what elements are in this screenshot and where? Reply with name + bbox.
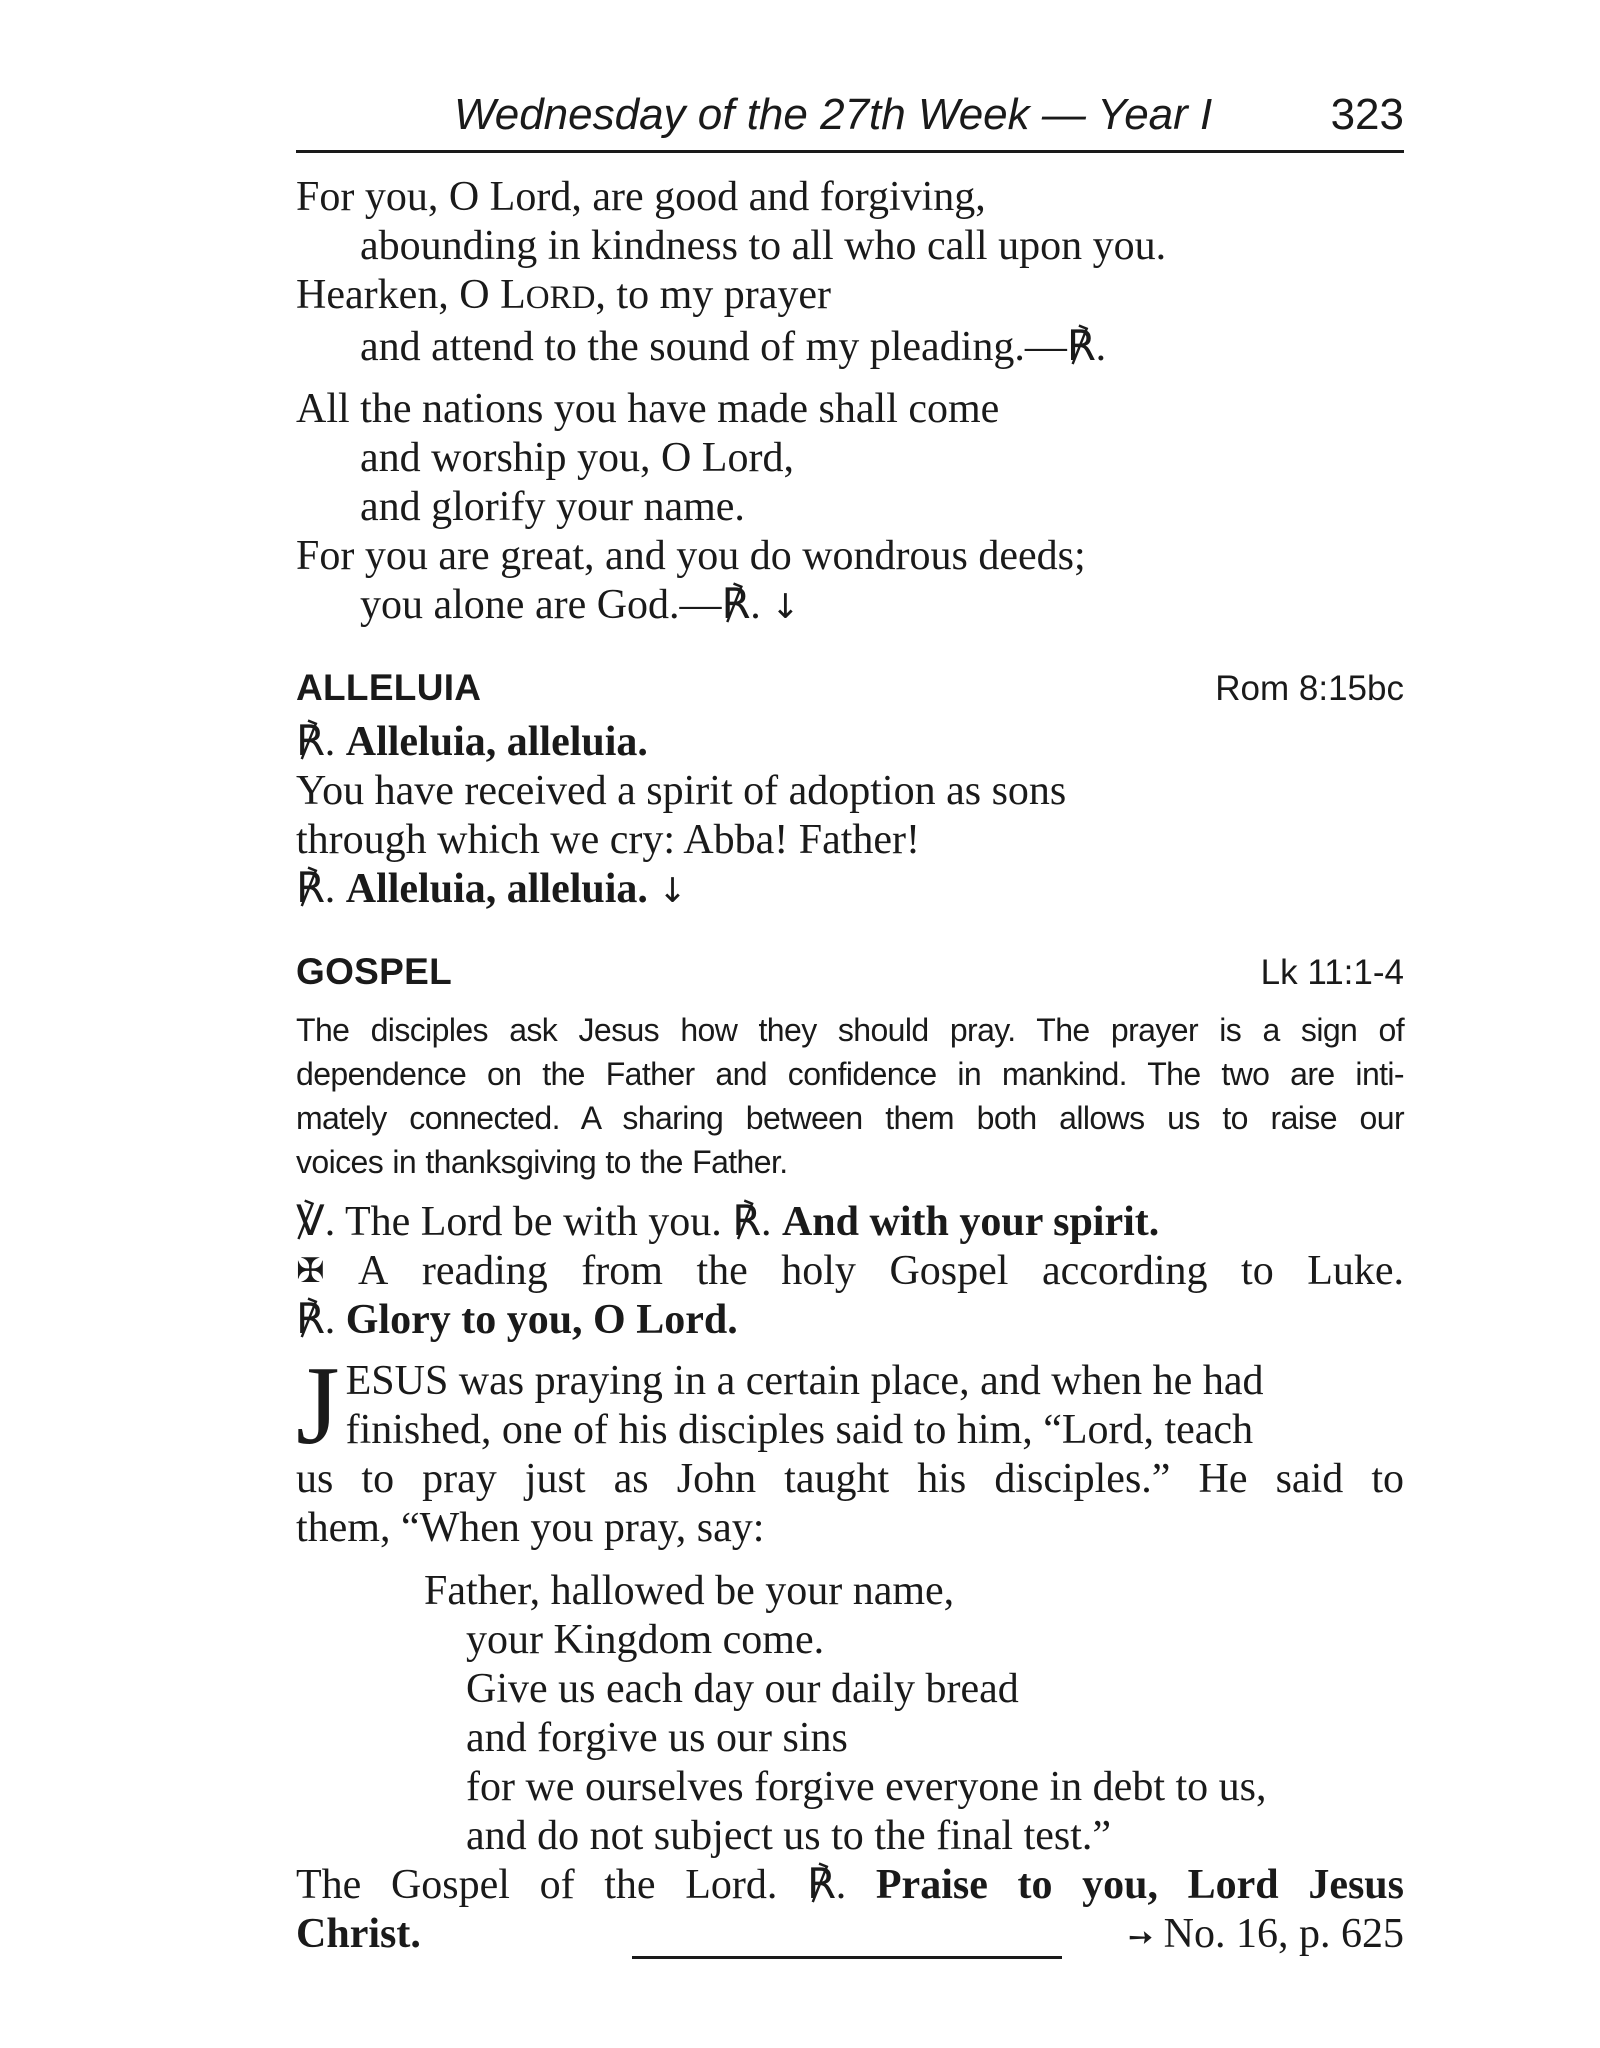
prayer-line: and forgive us our sins	[466, 1715, 848, 1761]
word: Luke.	[1307, 1248, 1404, 1294]
word: the	[696, 1248, 748, 1294]
refrain-text: Alleluia, alleluia.	[345, 719, 648, 765]
psalm-line: and glorify your name.	[360, 484, 745, 530]
gospel-text: finished, one of his disciples said to him, “Lord, teach	[345, 1407, 1254, 1453]
intro-line: mately connected. A sharing between them both allows us to raise our	[296, 1100, 1404, 1136]
versicle-symbol: ℣.	[296, 1199, 336, 1245]
gospel-heading	[296, 942, 1404, 1002]
alleluia-refrain	[296, 718, 1404, 767]
lords-prayer	[296, 1567, 1404, 1861]
response-symbol: ℟.	[296, 866, 336, 912]
refrain-text: Alleluia, alleluia.	[345, 866, 648, 912]
intro-line: The disciples ask Jesus how they should pray. The prayer is a sign of	[296, 1012, 1404, 1048]
gospel-closing	[296, 1861, 1404, 1962]
alleluia-body	[296, 718, 1404, 916]
closing-text: The Gospel of the Lord.	[296, 1862, 778, 1908]
response-symbol: ℟.	[732, 1199, 772, 1245]
word: A	[358, 1248, 389, 1294]
response-symbol: ℟.	[807, 1862, 847, 1908]
lord-smallcaps: ORD	[525, 280, 596, 316]
psalm-line: and attend to the sound of my pleading.—℟.	[360, 324, 1107, 370]
cross-reference-text: No. 16, p. 625	[1163, 1911, 1404, 1957]
down-arrow-icon: ↓	[658, 871, 687, 911]
response-text: And with your spirit.	[781, 1199, 1160, 1245]
prayer-line: for we ourselves forgive everyone in debt to us,	[466, 1764, 1267, 1810]
psalm-text: Hearken, O L	[296, 272, 526, 318]
closing-line	[296, 1861, 1404, 1910]
alleluia-heading	[296, 658, 1404, 718]
word: according	[1041, 1248, 1208, 1294]
prayer-line: Father, hallowed be your name,	[424, 1568, 955, 1614]
psalm-stanza-1	[296, 173, 1404, 372]
word: reading	[421, 1248, 548, 1294]
psalm-line: abounding in kindness to all who call upon you.	[360, 223, 1167, 269]
psalm-line	[296, 581, 1404, 632]
gospel-line	[346, 1406, 1404, 1455]
alleluia-title: ALLELUIA	[296, 667, 482, 708]
intro-line: dependence on the Father and confidence in mankind. The two are inti-	[296, 1056, 1404, 1092]
psalm-text: , to my prayer	[595, 272, 832, 318]
gospel-title: GOSPEL	[296, 951, 452, 992]
alleluia-verse-line: You have received a spirit of adoption as sons	[296, 768, 1067, 814]
dialogue-line	[296, 1296, 1404, 1345]
cross-icon: ✠	[296, 1251, 325, 1291]
versicle-text: The Lord be with you.	[344, 1199, 722, 1245]
word: to	[1241, 1248, 1274, 1294]
gospel-line: them, “When you pray, say:	[296, 1505, 765, 1551]
reading-announcement	[296, 1247, 1404, 1296]
word: Gospel	[889, 1248, 1009, 1294]
gospel-reference: Lk 11:1-4	[1260, 953, 1404, 992]
psalm-stanza-2	[296, 385, 1404, 632]
gospel-paragraph	[296, 1344, 1404, 1553]
alleluia-refrain	[296, 865, 1404, 916]
alleluia-reference: Rom 8:15bc	[1215, 669, 1404, 708]
closing-response: Christ.	[296, 1911, 421, 1957]
closing-line	[296, 1910, 1404, 1962]
psalm-line: For you, O Lord, are good and forgiving,	[296, 174, 986, 220]
psalm-line: All the nations you have made shall come	[296, 386, 1000, 432]
intro-line: voices in thanksgiving to the Father.	[296, 1144, 788, 1180]
gospel-line	[346, 1357, 1404, 1406]
alleluia-verse-line: through which we cry: Abba! Father!	[296, 817, 920, 863]
gospel-line: us to pray just as John taught his disciples.” He said to	[296, 1456, 1404, 1502]
psalm-text: you alone are God.—℟.	[360, 582, 761, 628]
missal-page	[296, 86, 1404, 1962]
gospel-text: ESUS was praying in a certain place, and when he had	[345, 1358, 1264, 1404]
psalm-line	[296, 271, 1404, 323]
prayer-line: and do not subject us to the final test.”	[466, 1813, 1112, 1859]
header-title: Wednesday of the 27th Week — Year I	[454, 90, 1213, 139]
right-arrow-icon: ➙	[1128, 1920, 1154, 1955]
prayer-line: Give us each day our daily bread	[466, 1666, 1019, 1712]
drop-cap: J	[296, 1344, 340, 1468]
cross-reference	[1128, 1910, 1404, 1962]
down-arrow-icon: ↓	[771, 587, 800, 627]
word: from	[581, 1248, 663, 1294]
response-symbol: ℟.	[296, 719, 336, 765]
gospel-introduction	[296, 1008, 1404, 1184]
response-symbol: ℟.	[296, 1297, 336, 1343]
psalm-line: For you are great, and you do wondrous deeds;	[296, 533, 1086, 579]
word: holy	[781, 1248, 856, 1294]
page-number: 323	[1330, 90, 1404, 139]
psalm-line: and worship you, O Lord,	[360, 435, 794, 481]
prayer-line: your Kingdom come.	[466, 1617, 825, 1663]
closing-response: Praise to you, Lord Jesus	[875, 1862, 1405, 1908]
gospel-dialogue	[296, 1198, 1404, 1345]
page-body	[296, 173, 1404, 1962]
dialogue-line	[296, 1198, 1404, 1247]
end-rule	[632, 1956, 1062, 1959]
running-header	[296, 86, 1404, 153]
response-text: Glory to you, O Lord.	[345, 1297, 738, 1343]
